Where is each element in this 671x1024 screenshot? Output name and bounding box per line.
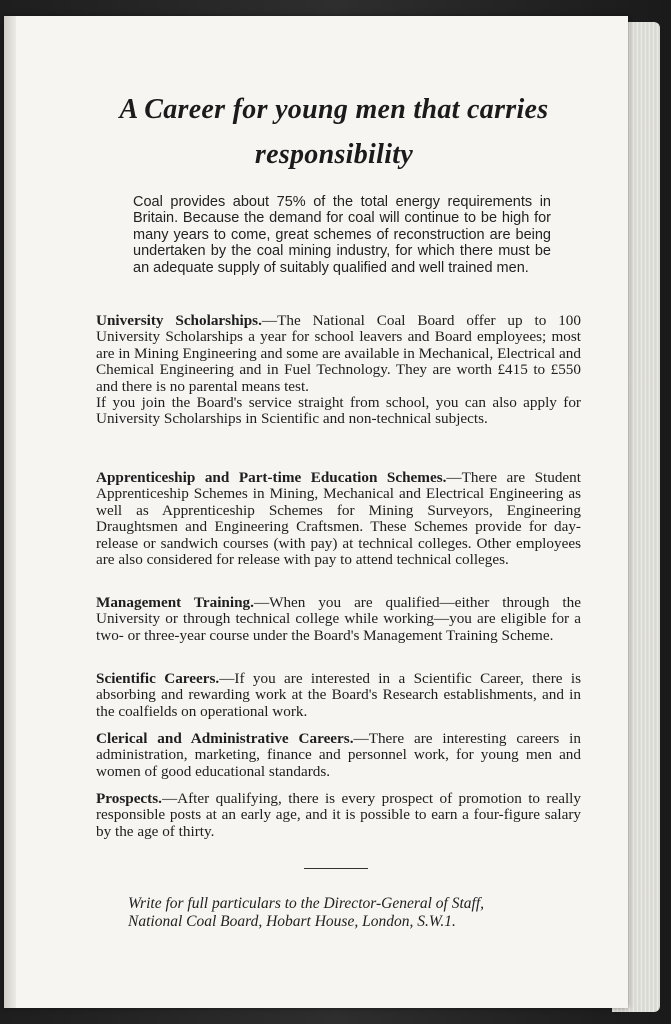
section-text: —If you are interested in a Scientific Career, there is absorbing and rewarding work at the Board's Research establishments, and in the coalfields on operational work. <box>96 670 581 720</box>
section-text: If you join the Board's service straight from school, you can also apply for University Scholarships in Scientific and non-technical subjects. <box>96 394 581 428</box>
section-text: —There are interesting careers in administration, marketing, finance and personnel work, for young men and women of good educational standards. <box>96 730 581 780</box>
section-university-scholarships <box>96 313 581 428</box>
section-apprenticeship <box>96 470 581 568</box>
divider-rule <box>304 868 368 869</box>
page-gutter <box>4 16 16 1008</box>
section-prospects <box>96 791 581 840</box>
section-heading: Scientific Careers. <box>96 670 220 687</box>
section-heading: Clerical and Administrative Careers. <box>96 730 354 747</box>
section-heading: Apprenticeship and Part-time Education Schemes. <box>96 469 447 486</box>
section-text: —There are Student Apprenticeship Schemes in Mining, Mechanical and Electrical Engineering as well as Apprenticeship Schemes for Mining Surveyors, Engineering Draughtsmen and Engineering Craftsmen. These Schemes provide for day-release or sandwich courses (with pay) at technical colleges. Other employees are also considered for release with pay to attend technical colleges. <box>96 469 581 569</box>
section-heading: University Scholarships. <box>96 312 262 329</box>
book-page <box>4 16 628 1008</box>
page-title: A Career for young men that carries <box>119 94 549 125</box>
footer-line-2: National Coal Board, Hobart House, London, S.W.1. <box>128 913 456 930</box>
section-text: —When you are qualified—either through the University or through technical college while working—you are eligible for a two- or three-year course under the Board's Management Training Scheme. <box>96 594 581 644</box>
section-heading: Prospects. <box>96 790 162 807</box>
section-scientific-careers <box>96 671 581 720</box>
section-management-training <box>96 595 581 644</box>
section-text: —After qualifying, there is every prospect of promotion to really responsible posts at an early age, and it is possible to earn a four-figure salary by the age of thirty. <box>96 790 581 840</box>
footer-line-1: Write for full particulars to the Director-General of Staff, <box>128 895 485 912</box>
page-title-line2: responsibility <box>254 139 414 170</box>
intro-paragraph: Coal provides about 75% of the total energy requirements in Britain. Because the demand for coal will continue to be high for many years to come, great schemes of reconstruction are being undertaken by the coal mining industry, for which there must be an adequate supply of suitably qualified and well trained men. <box>133 194 551 276</box>
section-heading: Management Training. <box>96 594 254 611</box>
section-text: —The National Coal Board offer up to 100 University Scholarships a year for school leavers and Board employees; most are in Mining Engineering and some are available in Mechanical, Electrical and Chemical Engineering and in Fuel Technology. They are worth £415 to £550 and there is no parental means test. <box>96 312 581 395</box>
section-clerical-careers <box>96 731 581 780</box>
